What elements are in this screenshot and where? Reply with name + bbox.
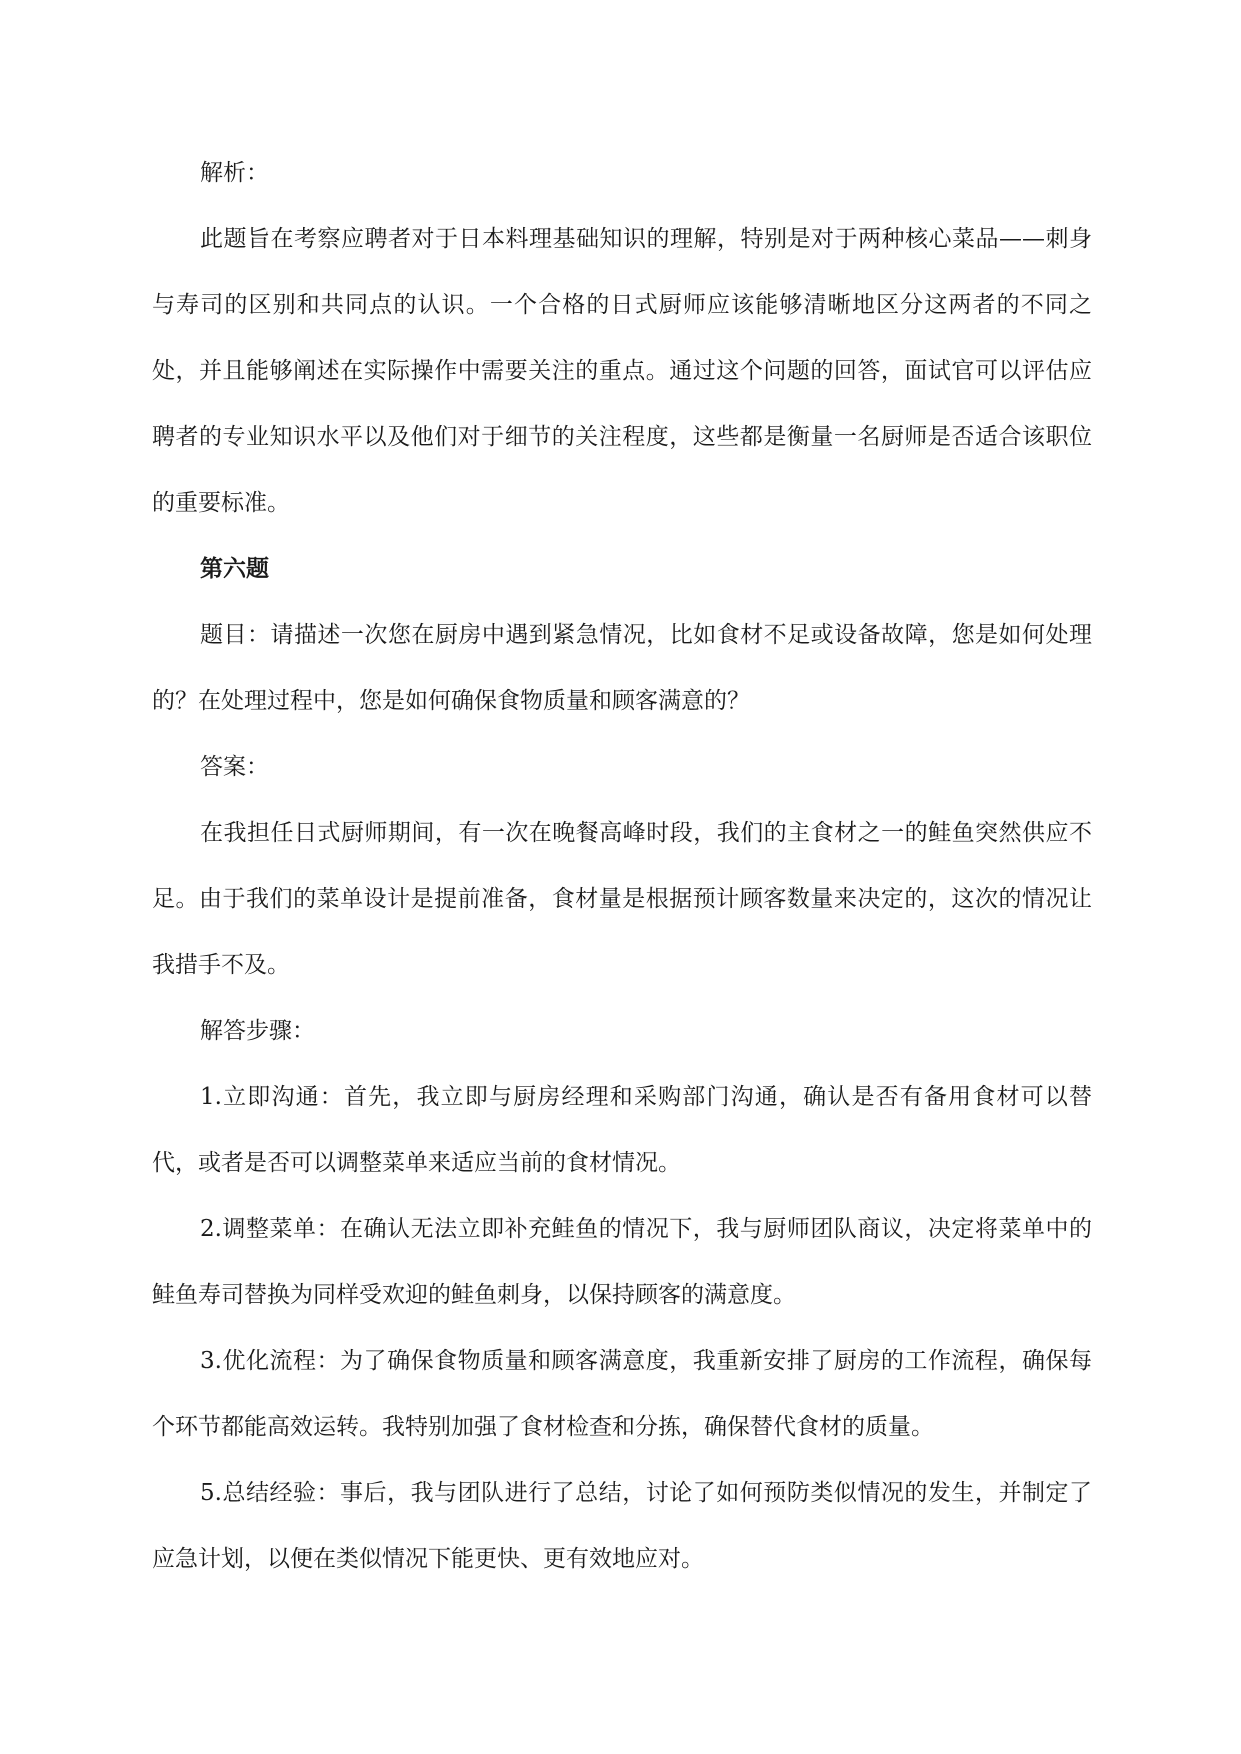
step-5: 5.总结经验：事后，我与团队进行了总结，讨论了如何预防类似情况的发生，并制定了应急计划，以便在类似情况下能更快、更有效地应对。 <box>152 1480 1092 1572</box>
answer-body: 在我担任日式厨师期间，有一次在晚餐高峰时段，我们的主食材之一的鲑鱼突然供应不足。由于我们的菜单设计是提前准备，食材量是根据预计顾客数量来决定的，这次的情况让我措手不及。 <box>152 820 1092 978</box>
step-3: 3.优化流程：为了确保食物质量和顾客满意度，我重新安排了厨房的工作流程，确保每个环节都能高效运转。我特别加强了食材检查和分拣，确保替代食材的质量。 <box>152 1348 1092 1440</box>
step-1: 1.立即沟通：首先，我立即与厨房经理和采购部门沟通，确认是否有备用食材可以替代，或者是否可以调整菜单来适应当前的食材情况。 <box>152 1084 1092 1176</box>
analysis-body: 此题旨在考察应聘者对于日本料理基础知识的理解，特别是对于两种核心菜品——刺身与寿司的区别和共同点的认识。一个合格的日式厨师应该能够清晰地区分这两者的不同之处，并且能够阐述在实际操作中需要关注的重点。通过这个问题的回答，面试官可以评估应聘者的专业知识水平以及他们对于细节的关注程度，这些都是衡量一名厨师是否适合该职位的重要标准。 <box>152 226 1092 516</box>
step-2: 2.调整菜单：在确认无法立即补充鲑鱼的情况下，我与厨师团队商议，决定将菜单中的鲑鱼寿司替换为同样受欢迎的鲑鱼刺身，以保持顾客的满意度。 <box>152 1216 1092 1308</box>
steps-label: 解答步骤： <box>200 1018 315 1044</box>
answer-label: 答案： <box>200 754 269 780</box>
analysis-label: 解析： <box>200 160 269 186</box>
question-six-prompt: 题目：请描述一次您在厨房中遇到紧急情况，比如食材不足或设备故障，您是如何处理的？在处理过程中，您是如何确保食物质量和顾客满意的？ <box>152 622 1092 714</box>
document-body <box>152 140 1092 1592</box>
question-six-heading: 第六题 <box>200 555 269 582</box>
